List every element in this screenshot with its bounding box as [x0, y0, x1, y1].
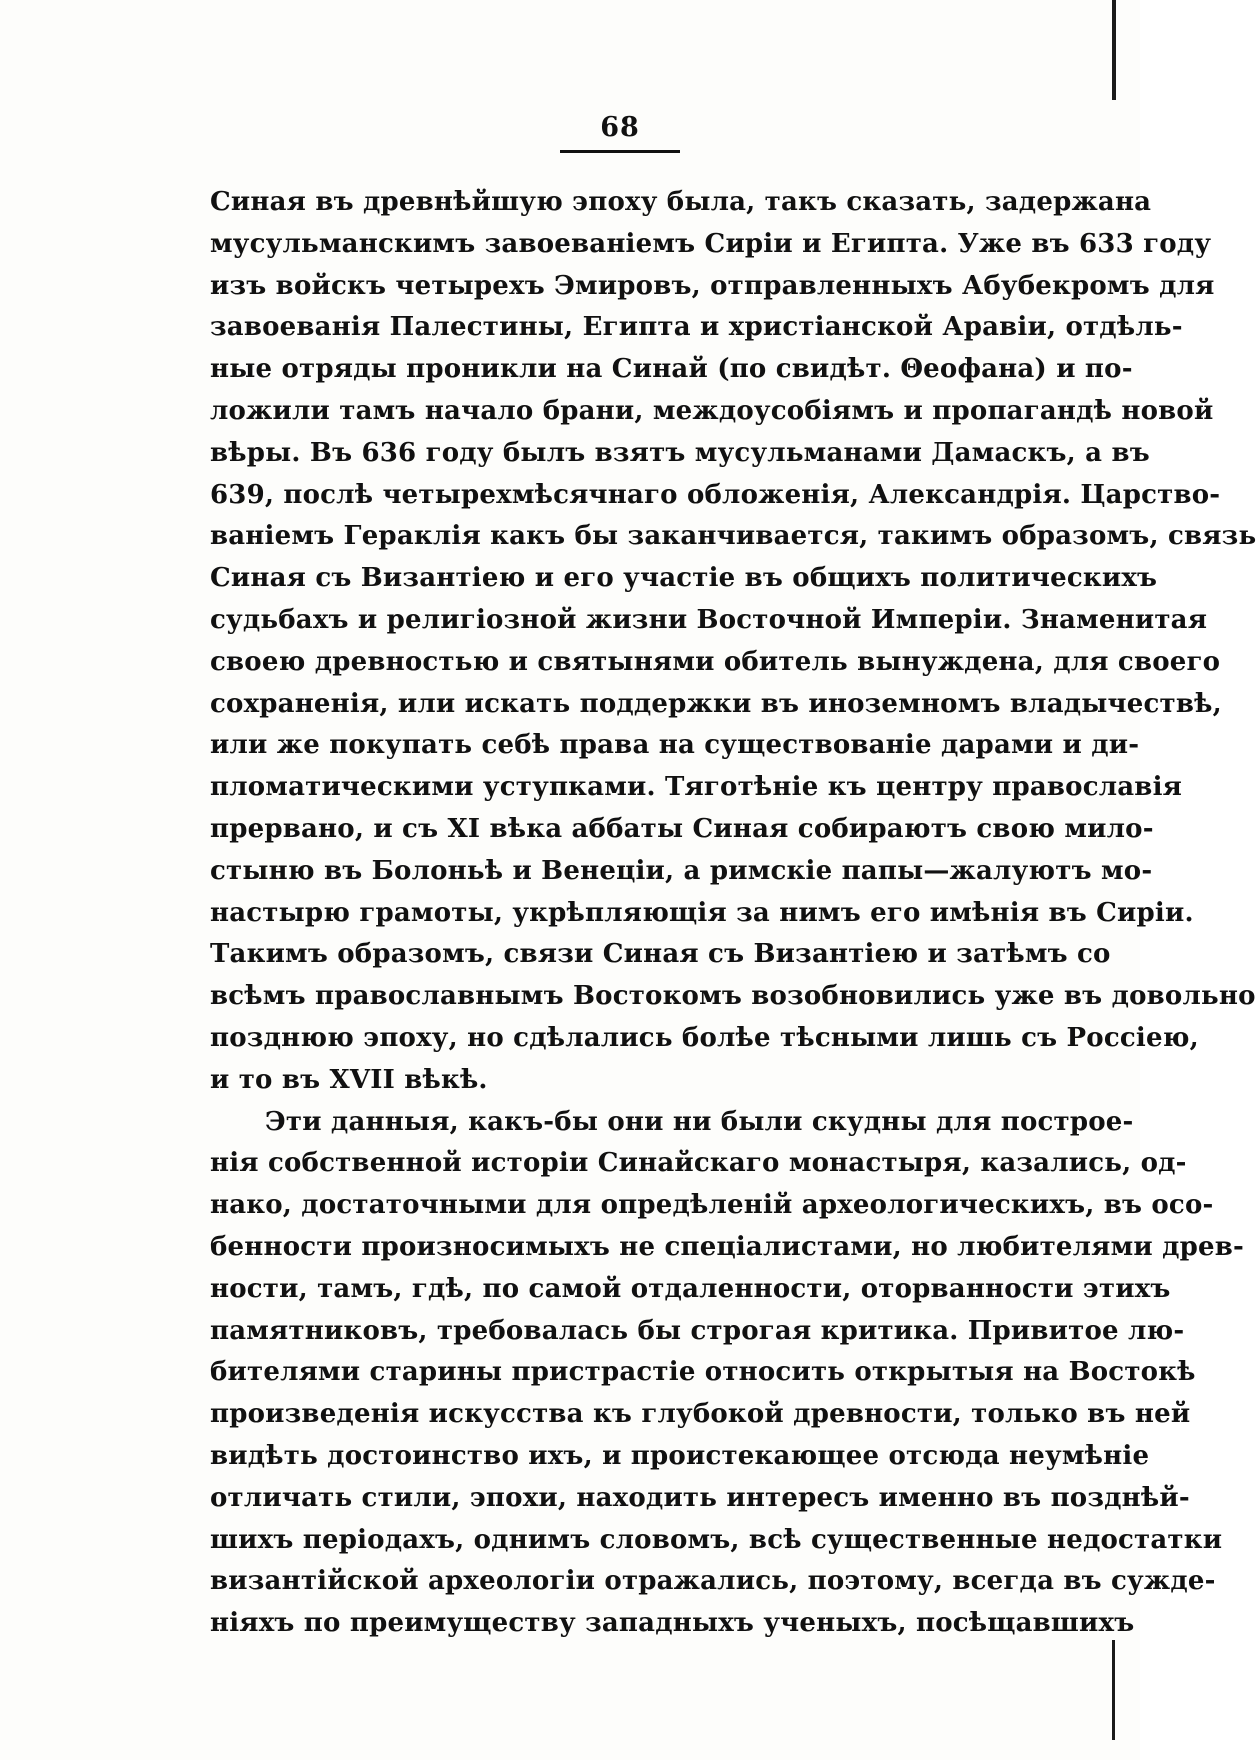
text-line: завоеванія Палестины, Египта и христіанской Аравіи, отдѣль- — [210, 312, 1183, 343]
text-line: произведенія искусства къ глубокой древности, только въ ней — [210, 1399, 1191, 1430]
scan-edge-mark — [1112, 0, 1116, 100]
text-line: изъ войскъ четырехъ Эмировъ, отправленныхъ Абубекромъ для — [210, 270, 1215, 301]
text-line: ніяхъ по преимуществу западныхъ ученыхъ, посѣщавшихъ — [210, 1608, 1135, 1639]
paragraph-end-line: и то въ XVII вѣкѣ. — [210, 1064, 488, 1095]
text-line: мусульманскимъ завоеваніемъ Сиріи и Египта. Уже въ 633 году — [210, 228, 1212, 259]
text-line: сохраненія, или искать поддержки въ иноземномъ владычествѣ, — [210, 688, 1222, 719]
text-line: отличать стили, эпохи, находить интересъ именно въ позднѣй- — [210, 1482, 1190, 1513]
page-number: 68 — [600, 112, 640, 143]
body-text — [210, 182, 1256, 1645]
text-line: всѣмъ православнымъ Востокомъ возобновились уже въ довольно — [210, 981, 1256, 1012]
text-line: византійской археологіи отражались, поэтому, всегда въ сужде- — [210, 1566, 1216, 1597]
text-line: ваніемъ Гераклія какъ бы заканчивается, такимъ образомъ, связь — [210, 521, 1256, 552]
text-line: ности, тамъ, гдѣ, по самой отдаленности, оторванности этихъ — [210, 1273, 1171, 1304]
text-line: Синая въ древнѣйшую эпоху была, такъ сказать, задержана — [210, 187, 1152, 217]
text-line: бенности произносимыхъ не спеціалистами, но любителями древ- — [210, 1231, 1245, 1262]
text-line: или же покупать себѣ права на существованіе дарами и ди- — [210, 730, 1140, 761]
text-line: Такимъ образомъ, связи Синая съ Византіею и затѣмъ со — [210, 939, 1111, 970]
text-line: нако, достаточными для опредѣленій археологическихъ, въ осо- — [210, 1190, 1214, 1221]
text-line: судьбахъ и религіозной жизни Восточной Имперіи. Знаменитая — [210, 604, 1208, 635]
paragraph-start-line: Эти данныя, какъ-бы они ни были скудны для построе- — [265, 1106, 1134, 1137]
text-line: стыню въ Болоньѣ и Венеціи, а римскіе папы—жалуютъ мо- — [210, 855, 1153, 886]
text-line: видѣть достоинство ихъ, и проистекающее отсюда неумѣніе — [210, 1440, 1150, 1471]
page-number-rule — [560, 150, 680, 153]
text-line: вѣры. Въ 636 году былъ взятъ мусульманами Дамаскъ, а въ — [210, 437, 1150, 468]
text-line: бителями старины пристрастіе относить открытыя на Востокѣ — [210, 1357, 1196, 1388]
text-line: ложили тамъ начало брани, междоусобіямъ и пропагандѣ новой — [210, 395, 1214, 426]
text-line: Синая съ Византіею и его участіе въ общихъ политическихъ — [210, 563, 1158, 594]
text-line: 639, послѣ четырехмѣсячнаго обложенія, Александрія. Царство- — [210, 479, 1221, 510]
text-line: настырю грамоты, укрѣпляющія за нимъ его имѣнія въ Сиріи. — [210, 897, 1194, 928]
scan-edge-mark-lower — [1112, 1640, 1115, 1740]
text-line: нія собственной исторіи Синайскаго монастыря, казались, од- — [210, 1148, 1187, 1179]
text-line: позднюю эпоху, но сдѣлались болѣе тѣсными лишь съ Россіею, — [210, 1022, 1199, 1053]
text-line: памятниковъ, требовалась бы строгая критика. Привитое лю- — [210, 1315, 1185, 1346]
text-line: прервано, и съ XI вѣка аббаты Синая собираютъ свою мило- — [210, 813, 1154, 844]
text-line: шихъ періодахъ, однимъ словомъ, всѣ существенные недостатки — [210, 1524, 1223, 1555]
text-line: своею древностью и святынями обитель вынуждена, для своего — [210, 646, 1221, 677]
text-line: пломатическими уступками. Тяготѣніе къ центру православія — [210, 772, 1183, 803]
text-line: ные отряды проникли на Синай (по свидѣт. Θеофана) и по- — [210, 354, 1133, 385]
